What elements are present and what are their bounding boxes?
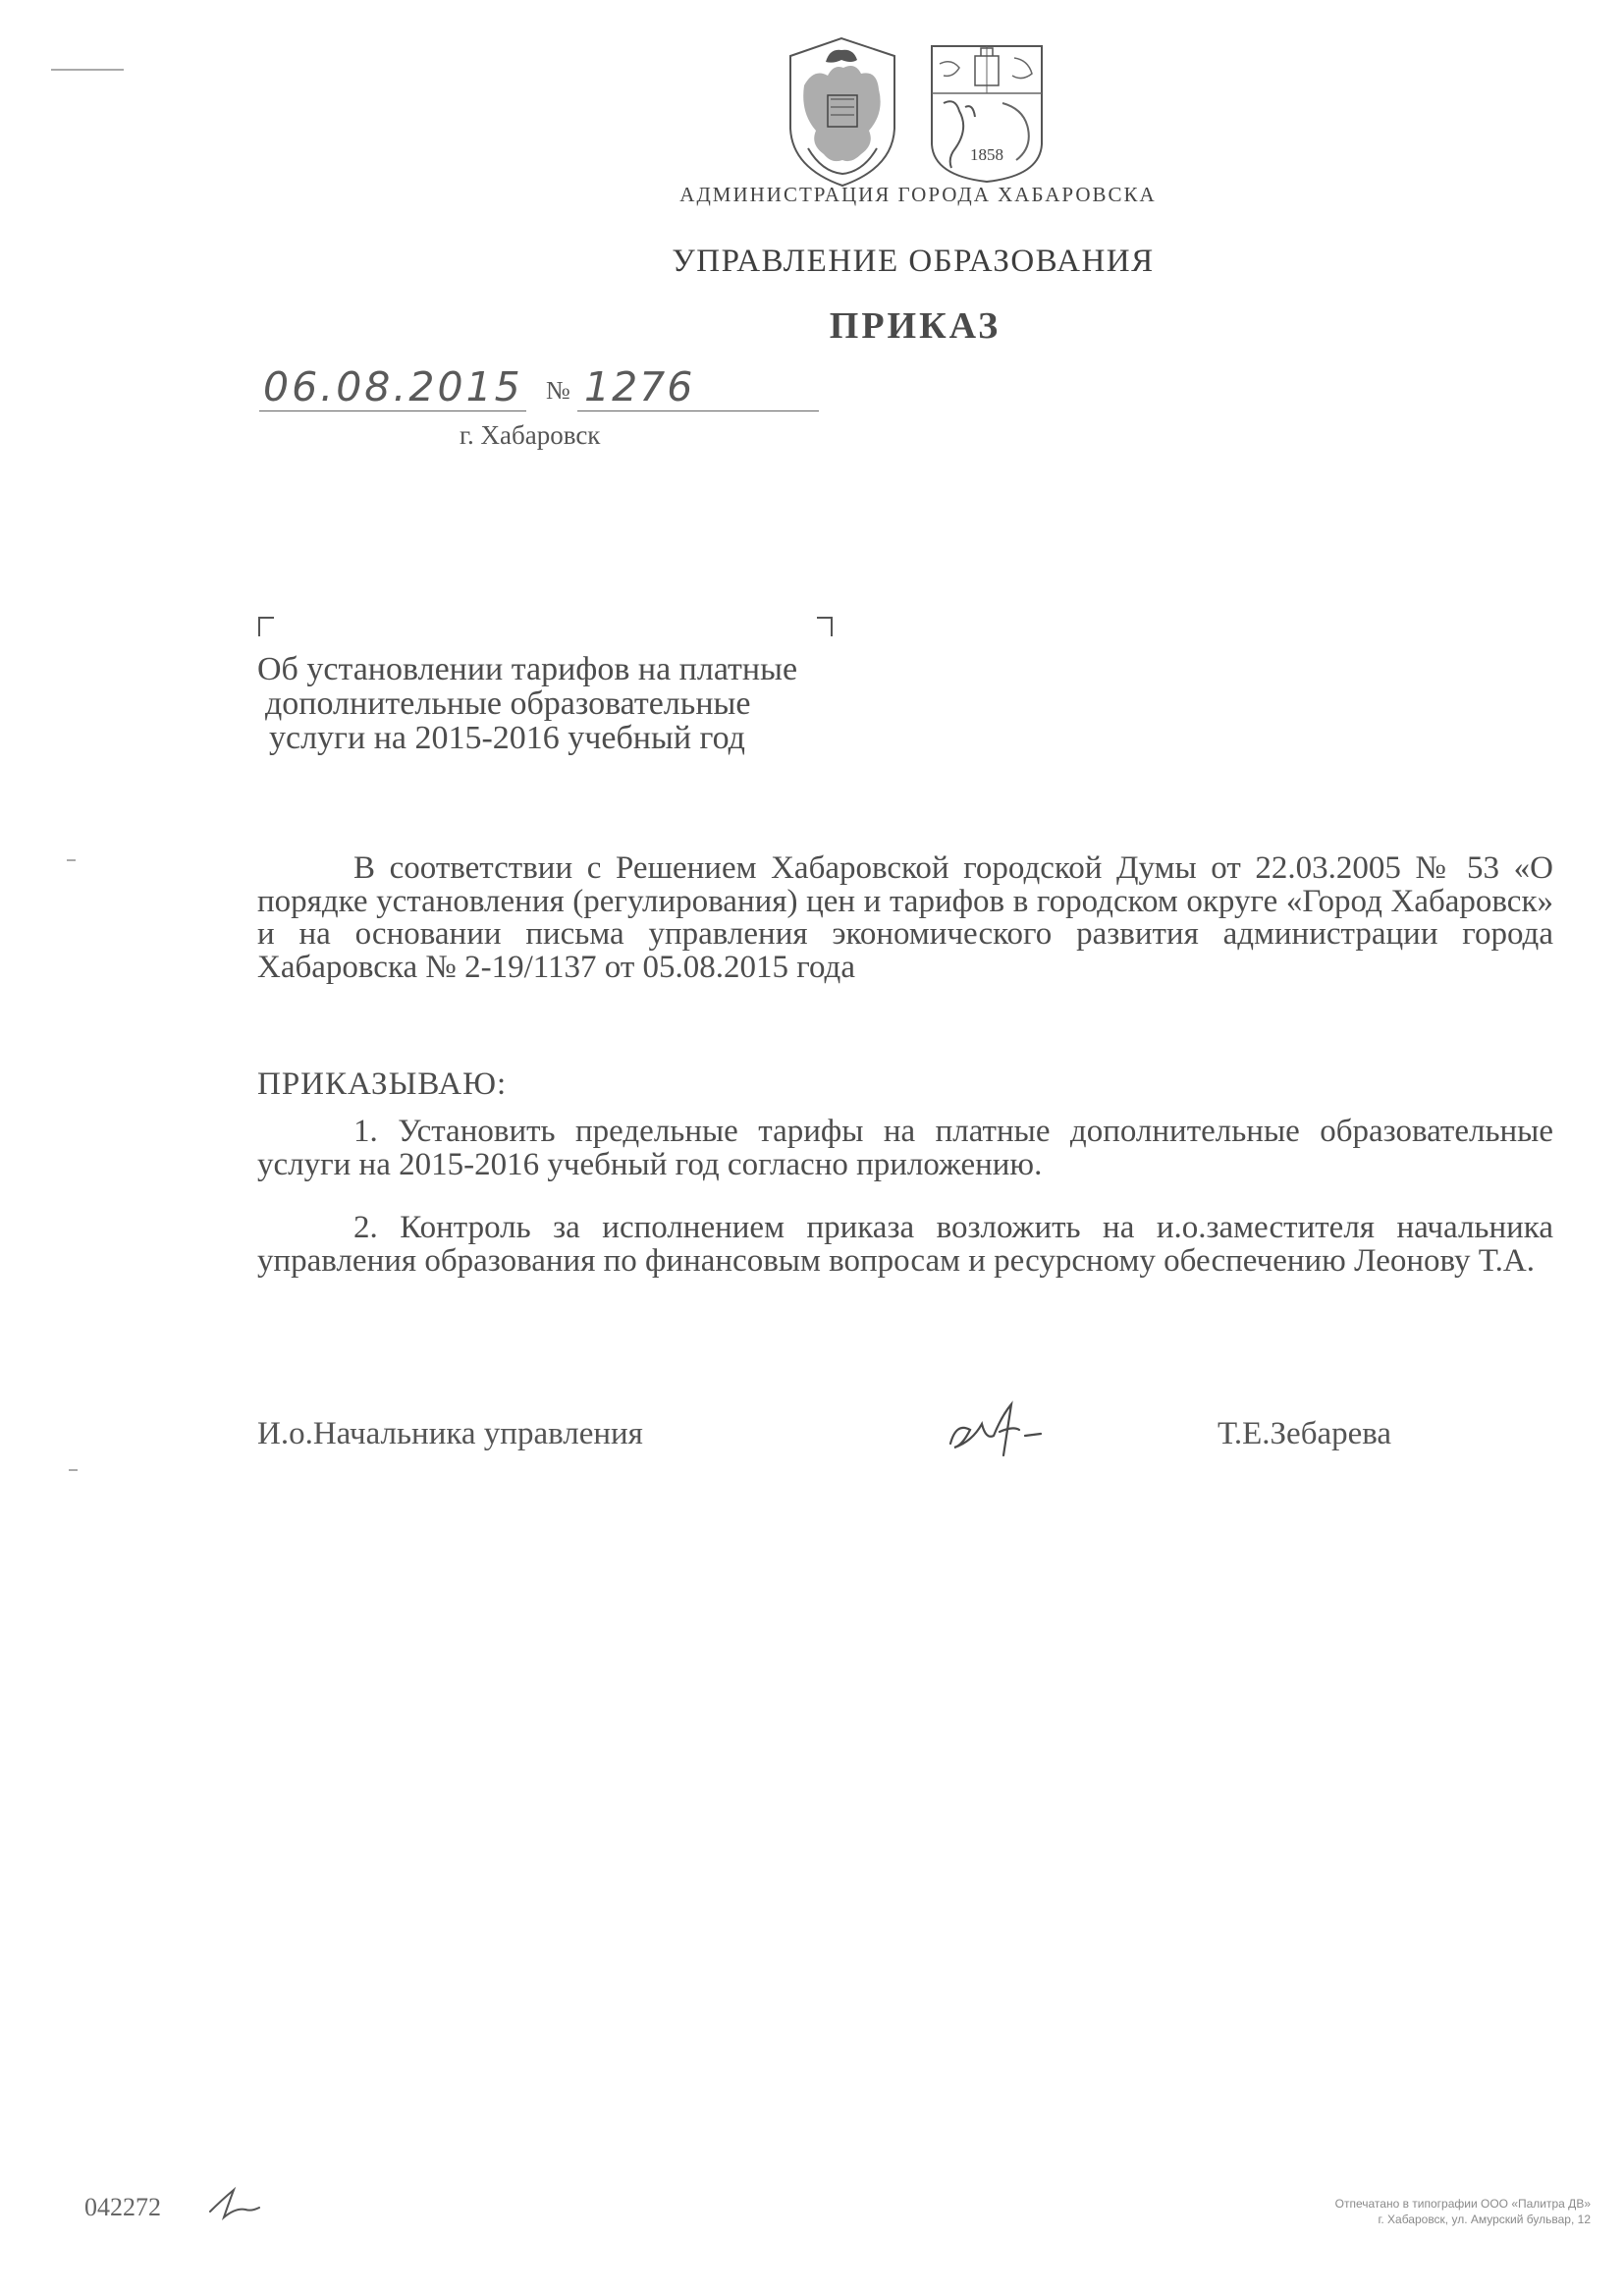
printer-line: г. Хабаровск, ул. Амурский бульвар, 12 (1378, 2213, 1591, 2226)
subject-bracket-right (817, 617, 833, 636)
department-name: УПРАВЛЕНИЕ ОБРАЗОВАНИЯ (672, 244, 1155, 279)
order-city: г. Хабаровск (460, 420, 601, 450)
order-word: ПРИКАЗЫВАЮ: (257, 1066, 508, 1102)
order-item-1: 1. Установить предельные тарифы на платные дополнительные образовательные услуги на 2015-2016 учебный год согласно приложению. (257, 1114, 1553, 1182)
scan-artifact (67, 859, 76, 861)
scan-artifact (69, 1469, 78, 1471)
initials-mark (204, 2178, 263, 2226)
order-subject (257, 652, 797, 755)
printer-line: Отпечатано в типографии ООО «Палитра ДВ» (1334, 2197, 1591, 2211)
document-type-title: ПРИКАЗ (829, 305, 1001, 347)
order-date: 06.08.2015 (263, 363, 523, 410)
order-item-2: 2. Контроль за исполнением приказа возложить на и.о.заместителя начальника управления образования по финансовым вопросам и ресурсному обеспечению Леонову Т.А. (257, 1210, 1553, 1279)
organization-name: АДМИНИСТРАЦИЯ ГОРОДА ХАБАРОВСКА (679, 183, 1157, 206)
khabarovsk-krai-coat-of-arms-icon (783, 34, 902, 194)
khabarovsk-city-coat-of-arms-icon (926, 34, 1048, 191)
signatory-title: И.о.Начальника управления (257, 1416, 643, 1451)
form-serial-number: 042272 (84, 2193, 161, 2221)
subject-bracket-left (258, 617, 274, 636)
subject-line: услуги на 2015-2016 учебный год (269, 720, 745, 756)
subject-line: дополнительные образовательные (265, 685, 751, 722)
order-number-label: № (546, 376, 570, 405)
subject-line: Об установлении тарифов на платные (257, 651, 798, 687)
svg-text:1858: 1858 (970, 145, 1003, 164)
scan-artifact (51, 69, 124, 71)
signatory-name: Т.Е.Зебарева (1218, 1416, 1392, 1451)
date-underline (259, 410, 526, 411)
preamble-paragraph: В соответствии с Решением Хабаровской городской Думы от 22.03.2005 № 53 «О порядке установления (регулирования) цен и тарифов в городском округе «Город Хабаровск» и на основании письма управления экономического развития администрации города Хабаровска № 2-19/1137 от 05.08.2015 года (257, 850, 1553, 985)
handwritten-signature (943, 1387, 1051, 1470)
printer-imprint (1335, 2196, 1591, 2227)
number-underline (577, 410, 819, 411)
order-number: 1276 (584, 363, 695, 410)
